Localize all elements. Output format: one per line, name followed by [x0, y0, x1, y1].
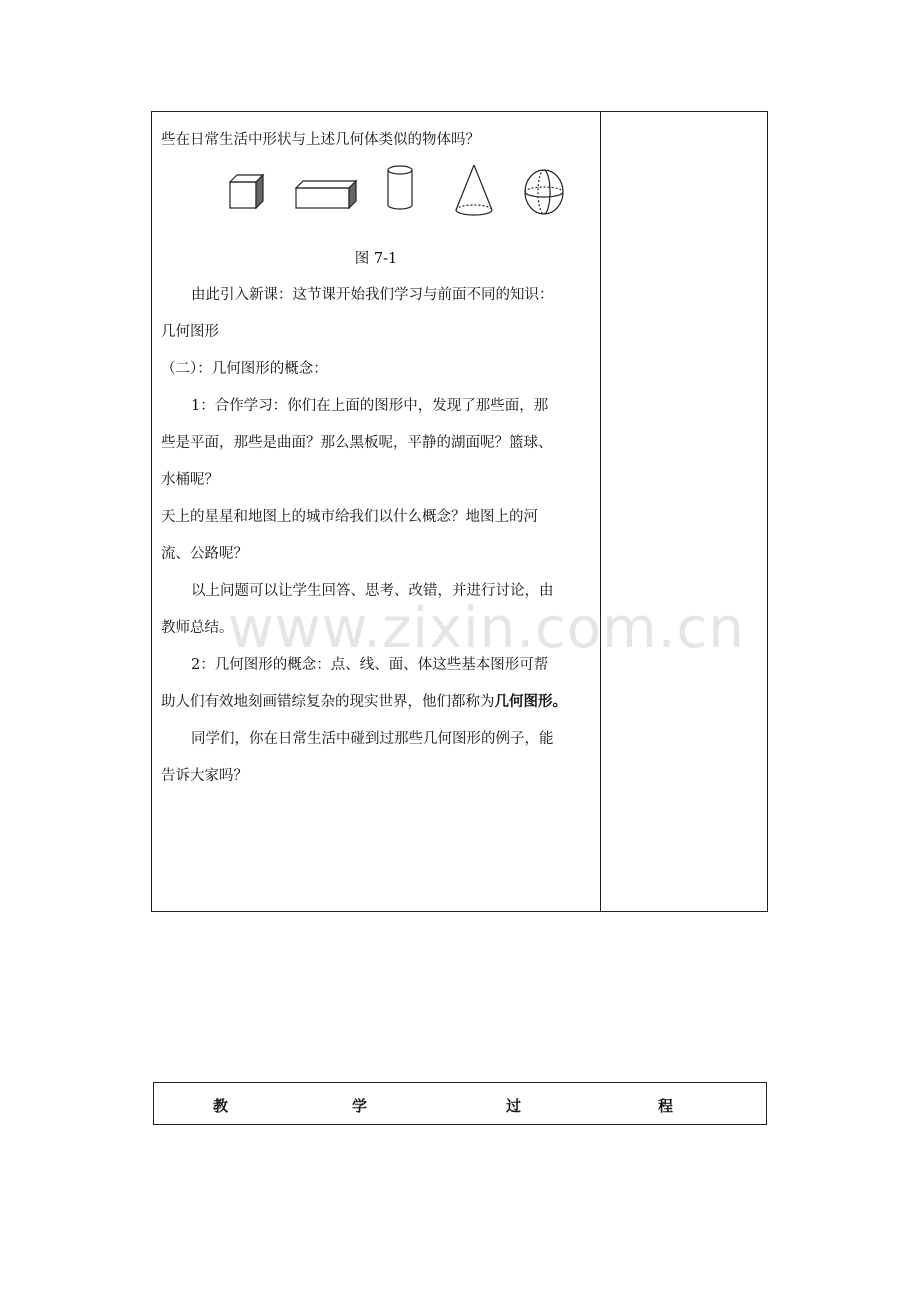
text-line-14	[161, 684, 591, 721]
cone-icon	[456, 165, 492, 215]
sphere-icon	[525, 170, 563, 214]
text-line-13: 2：几何图形的概念：点、线、面、体这些基本图形可帮	[191, 657, 549, 673]
column-divider	[600, 112, 601, 911]
text-line-9: 天上的星星和地图上的城市给我们以什么概念？地图上的河	[161, 509, 538, 525]
figure-caption: 图 7-1	[354, 251, 398, 267]
text-line-6: 1：合作学习：你们在上面的图形中，发现了那些面，那	[191, 398, 549, 414]
text-line-4: 几何图形	[161, 324, 219, 340]
text-line-7: 些是平面，那些是曲面？那么黑板呢，平静的湖面呢？篮球、	[161, 435, 553, 451]
geometric-solids-figure	[161, 165, 591, 243]
text-line-11: 以上问题可以让学生回答、思考、改错，并进行讨论，由	[191, 583, 554, 599]
text-line-1: 些在日常生活中形状与上述几何体类似的物体吗？	[161, 132, 480, 148]
header-char-4: 程	[658, 1097, 674, 1115]
cuboid-icon	[296, 181, 356, 208]
section-heading: （二）：几何图形的概念：	[161, 361, 328, 377]
section-header-table	[153, 1082, 767, 1125]
text-line-10: 流、公路呢？	[161, 546, 248, 562]
text-line-8: 水桶呢？	[161, 472, 219, 488]
lesson-table	[151, 111, 768, 912]
text-line-15: 同学们，你在日常生活中碰到过那些几何图形的例子，能	[191, 731, 554, 747]
lesson-content	[161, 122, 591, 795]
header-char-1: 教	[213, 1097, 229, 1115]
cylinder-icon	[388, 166, 412, 209]
text-line-14-main: 助人们有效地刻画错综复杂的现实世界，他们都称为	[161, 694, 495, 710]
watermark: www.zixin.com.cn	[228, 596, 745, 661]
geometry-term-bold: 几何图形。	[494, 694, 567, 710]
header-char-2: 学	[352, 1097, 368, 1115]
cube-icon	[230, 175, 263, 208]
figure-7-1	[161, 159, 591, 249]
text-line-12: 教师总结。	[161, 620, 234, 636]
text-line-16: 告诉大家吗？	[161, 768, 248, 784]
header-char-3: 过	[506, 1097, 522, 1115]
text-line-3: 由此引入新课：这节课开始我们学习与前面不同的知识：	[191, 287, 554, 303]
